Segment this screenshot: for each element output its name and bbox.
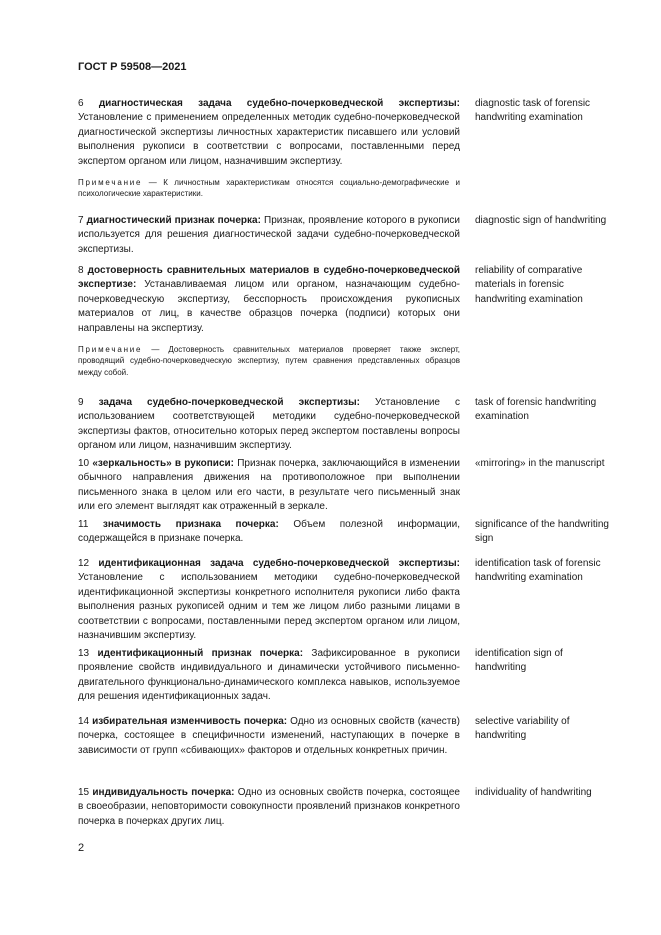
term-definition (78, 264, 460, 378)
note-label: Примечание (78, 178, 143, 188)
term-title: идентификационная задача судебно-почерковедческой экспертизы: (98, 558, 461, 569)
term-definition (78, 715, 460, 758)
term-text: Установление с использованием соответствующей методики судебно-почерковедческой экспертизы фактов, относительно которых перед экспертом поставлены вопросы органом или лицом, назначившим экспертизу. (78, 397, 461, 452)
english-equivalent: task of forensic handwriting examination (475, 397, 597, 423)
note (78, 177, 460, 200)
english-equivalent: diagnostic sign of handwriting (475, 215, 607, 226)
note-text: — К личностным характеристикам относятся социально-демографические и психологические характеристики. (78, 178, 460, 199)
term-text: Устанавливаемая лицом или органом, назначающим судебно-почерковедческую экспертизу, бесспорность происхождения рукописных материалов от лиц, в качестве образцов почерка (подписи) которых они направлены на экспертизу. (78, 279, 461, 334)
english-equivalent: diagnostic task of forensic handwriting examination (475, 98, 591, 124)
term-definition (78, 97, 460, 200)
term-definition (78, 557, 460, 643)
note-text: — Достоверность сравнительных материалов проверяет также эксперт, проводящий судебно-почерковедческую экспертизу, путем сравнения представленных образцов между собой. (78, 345, 460, 377)
term-title: диагностический признак почерка: (86, 215, 261, 226)
term-text: Одно из основных свойств почерка, состоящее в своеобразии, неповторимости совокупности проявлений признаков конкретного почерка в почерках других лиц. (78, 787, 460, 827)
term-number: 6 (78, 98, 84, 109)
term-text: Признак, проявление которого в рукописи используется для решения диагностической задачи судебно-почерковедческой экспертизы. (78, 215, 460, 255)
note-label: Примечание (78, 345, 143, 355)
document-header: ГОСТ Р 59508—2021 (78, 61, 187, 73)
english-equivalent: selective variability of handwriting (475, 716, 570, 742)
term-text: Установление с использованием методики судебно-почерковедческой идентификационной экспертизы конкретного исполнителя рукописи либо факта выполнения разных рукописей одним и тем же лицом либо разными лицами в соответствии с вопросами, поставленными перед экспертом органом или лицом, назначившим экспертизу. (78, 572, 460, 642)
term-definition (78, 396, 460, 454)
english-equivalent: individuality of handwriting (475, 787, 592, 798)
english-equivalent: identification sign of handwriting (475, 648, 563, 674)
term-number: 9 (78, 397, 84, 408)
note (78, 344, 460, 378)
term-title: индивидуальность почерка: (92, 787, 235, 798)
term-title: идентификационный признак почерка: (97, 648, 304, 659)
term-title: избирательная изменчивость почерка: (92, 716, 288, 727)
term-definition (78, 786, 460, 829)
term-number: 7 (78, 215, 84, 226)
term-number: 15 (78, 787, 90, 798)
term-definition (78, 518, 460, 547)
english-equivalent: identification task of forensic handwriting examination (475, 558, 601, 584)
term-text: Признак почерка, заключающийся в изменении обычного направления движения на противоположное при выполнении письменного знака в целом или его части, в результате чего письменный знак или его элемент выглядят как отраженный в зеркале. (78, 458, 460, 513)
term-definition (78, 457, 460, 515)
english-equivalent: significance of the handwriting sign (475, 519, 609, 545)
term-definition (78, 214, 460, 257)
term-text: Установление с применением определенных методик судебно-почерковедческой диагностической экспертизы личностных характеристик писавшего или условий выполнения рукописи в соответствии с вопросами, поставленными перед экспертом органом или лицом, назначившим экспертизу. (78, 112, 460, 167)
term-number: 11 (78, 519, 89, 530)
term-number: 10 (78, 458, 90, 469)
term-number: 8 (78, 265, 84, 276)
term-number: 12 (78, 558, 90, 569)
term-title: задача судебно-почерковедческой экспертизы: (98, 397, 361, 408)
page-number: 2 (78, 842, 85, 854)
term-text: Зафиксированное в рукописи проявление свойств индивидуального и динамически устойчивого письменно-двигательного функционально-динамического комплекса навыков, используемое для решения идентификационных задач. (78, 648, 461, 703)
term-number: 13 (78, 648, 90, 659)
english-equivalent: reliability of comparative materials in forensic handwriting examination (475, 265, 583, 305)
english-equivalent: «mirroring» in the manuscript (475, 458, 605, 469)
term-title: достоверность сравнительных материалов в судебно-почерковедческой экспертизе: (78, 265, 460, 291)
term-title: значимость признака почерка: (102, 519, 279, 530)
term-text: Объем полезной информации, содержащейся в признаке почерка. (78, 519, 461, 545)
term-text: Одно из основных свойств (качеств) почерка, состоящее в специфичности изменений, наступающих в почерке в зависимости от групп «сбивающих» факторов и отдельных конкретных причин. (78, 716, 461, 756)
term-definition (78, 647, 460, 705)
term-title: «зеркальность» в рукописи: (92, 458, 234, 469)
term-title: диагностическая задача судебно-почерковедческой экспертизы: (98, 98, 460, 109)
term-number: 14 (78, 716, 90, 727)
